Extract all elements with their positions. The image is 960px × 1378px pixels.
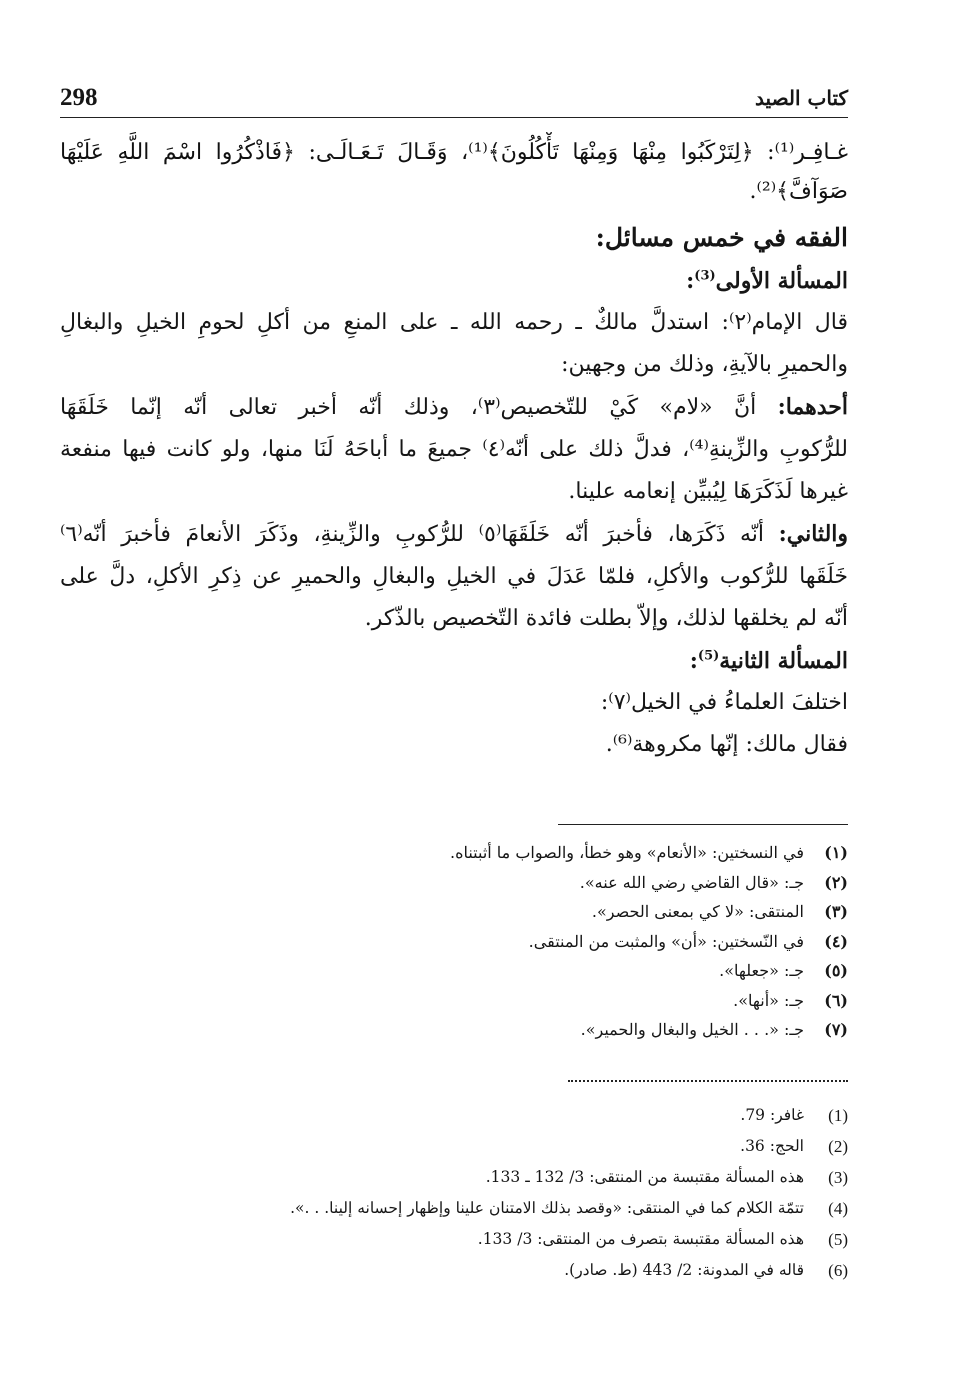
footnote-text: جـ: «جعلها». [719,961,804,980]
footnote-text: تتمّة الكلام كما في المنتقى: «وقصد بذلك الامتنان علينا وإظهار إحسانه إلينا. . .». [290,1199,804,1217]
dotted-separator [568,1080,848,1082]
footnote-text: المنتقى: «لا كي بمعنى الحصر». [591,902,804,921]
footnote-item [60,1255,848,1286]
footnote-number: (٥) [824,961,848,980]
footnote-number: (2) [828,1137,848,1156]
line-text: أنّه ذَكَرَها، فأخبرَ أنّه خَلَقَهَا⁽٥⁾ للرُّكوبِ والزِّينةِ، وذَكَرَ الأنعامَ فأخبرَ أنّه⁽٦⁾ [60,522,765,547]
main-text [60,132,848,766]
paragraph-line [60,513,848,556]
footnote-item [60,927,848,957]
footnote-item [60,1162,848,1193]
footnote-text: في النسختين: «الأنعام» وهو خطأ، والصواب ما أثبتناه. [449,843,804,862]
footnote-text: الحج: 36. [740,1137,804,1155]
paragraph-line [60,386,848,429]
footnote-number: (٢) [824,872,848,892]
paragraph-line: غيرها لَذَكَرَهَا لِيُبيِّن إنعامه علينا. [568,479,848,504]
footnote-number: (3) [828,1168,848,1187]
footnote-item [60,1015,848,1045]
section-heading: الفقه في خمس مسائل: [595,223,848,252]
footnote-text: غافر: 79. [740,1106,804,1124]
issue-title-text: المسألة الأولى [715,268,848,294]
footnote-text: جـ: «أنها». [733,990,804,1010]
footnote-number: (٧) [824,1020,848,1039]
footnote-ref: (3) [694,268,716,284]
line-text: أنَّ «لام» كَيْ للتّخصيص⁽٣⁾، وذلك أنّه أخبر تعالى أنّه إنّما خَلَقَهَا [60,395,757,420]
footnote-text: جـ: «قال القاضي رضي الله عنه». [579,872,804,892]
paragraph-line: للرُّكوبِ والزِّينةِ⁽⁴⁾، فدلَّ ذلك على أنّه⁽٤⁾ جميعَ ما أباحَهُ لَنَا منها، ولو كانت فيها منفعة [60,437,848,462]
manuscript-footnotes [60,838,848,1045]
page-number: 298 [60,84,98,111]
footnote-item [60,838,848,868]
colon: : [686,268,695,294]
paragraph-line: والحميرِ بالآيةِ، وذلك من وجهين: [561,352,848,377]
page-header [60,84,848,118]
header-rule [60,117,848,118]
paragraph-line: قال الإمام⁽٢⁾: استدلَّ مالكٌ ـ رحمه الله ـ على المنعِ من أكلِ لحومِ الخيلِ والبغالِ [60,310,848,335]
footnote-number: (٦) [824,990,848,1010]
verse-line: غـافِـر⁽¹⁾: ﴿لِتَرْكَبُوا مِنْهَا وَمِنْهَا تَأْكُلُونَ﴾⁽¹⁾، وَقَـالَ تَـعَـالَـى: ﴿فَاذْكُرُوا اسْمَ اللَّهِ عَلَيْهَا [60,140,848,165]
footnote-item [60,897,848,927]
footnote-text: قاله في المدونة: 2/ 443 (ط. صادر). [564,1261,804,1279]
footnote-item [60,1100,848,1131]
footnote-ref: (5) [697,648,720,664]
verse-line: صَوَآفَّ﴾⁽²⁾. [749,179,848,204]
footnote-number: (6) [828,1261,848,1280]
footnote-separator [558,824,848,825]
paragraph-line: اختلفَ العلماءُ في الخيل⁽٧⁾: [600,690,848,715]
issue-two-title [60,640,848,682]
paragraph-line: أنّه لم يخلقها لذلك، وإلاّ بطلت فائدة التّخصيص بالذّكر. [364,606,848,631]
footnote-number: (٣) [824,902,848,921]
paragraph-line: فقال مالك: إنّها مكروهة⁽⁶⁾. [605,732,848,757]
running-title: كتاب الصيد [755,86,848,110]
footnote-text: هذه المسألة مقتبسة بتصرف من المنتقى: 3/ 133. [477,1230,804,1248]
footnote-number: (٤) [824,931,848,951]
footnote-item [60,956,848,986]
issue-title-text: المسألة الثانية [719,648,848,674]
footnote-text: في النّسختين: «أن» والمثبت من المنتقى. [528,931,804,951]
lead-word: والثاني: [778,521,848,547]
footnote-text: هذه المسألة مقتبسة من المنتقى: 3/ 132 ـ 133. [485,1168,804,1186]
issue-one-title [60,260,848,302]
footnote-item [60,1131,848,1162]
colon: : [689,648,698,674]
footnote-number: (١) [824,843,848,862]
book-page [60,0,848,1378]
lead-word: أحدهما: [777,394,848,420]
footnote-item [60,1193,848,1224]
footnote-item [60,986,848,1016]
editor-footnotes [60,1100,848,1286]
footnote-item [60,1224,848,1255]
footnote-number: (1) [828,1106,848,1125]
footnote-text: جـ: «. . . الخيل والبغال والحمير». [580,1020,804,1039]
paragraph-line: خَلَقَها للرُّكوب والأكلِ، فلمّا عَدَلَ في الخيلِ والبغالِ والحميرِ عن ذِكرِ الأكلِ، دلَّ على [60,564,848,589]
footnote-item [60,868,848,898]
footnote-number: (4) [828,1199,848,1218]
footnote-number: (5) [828,1230,848,1249]
